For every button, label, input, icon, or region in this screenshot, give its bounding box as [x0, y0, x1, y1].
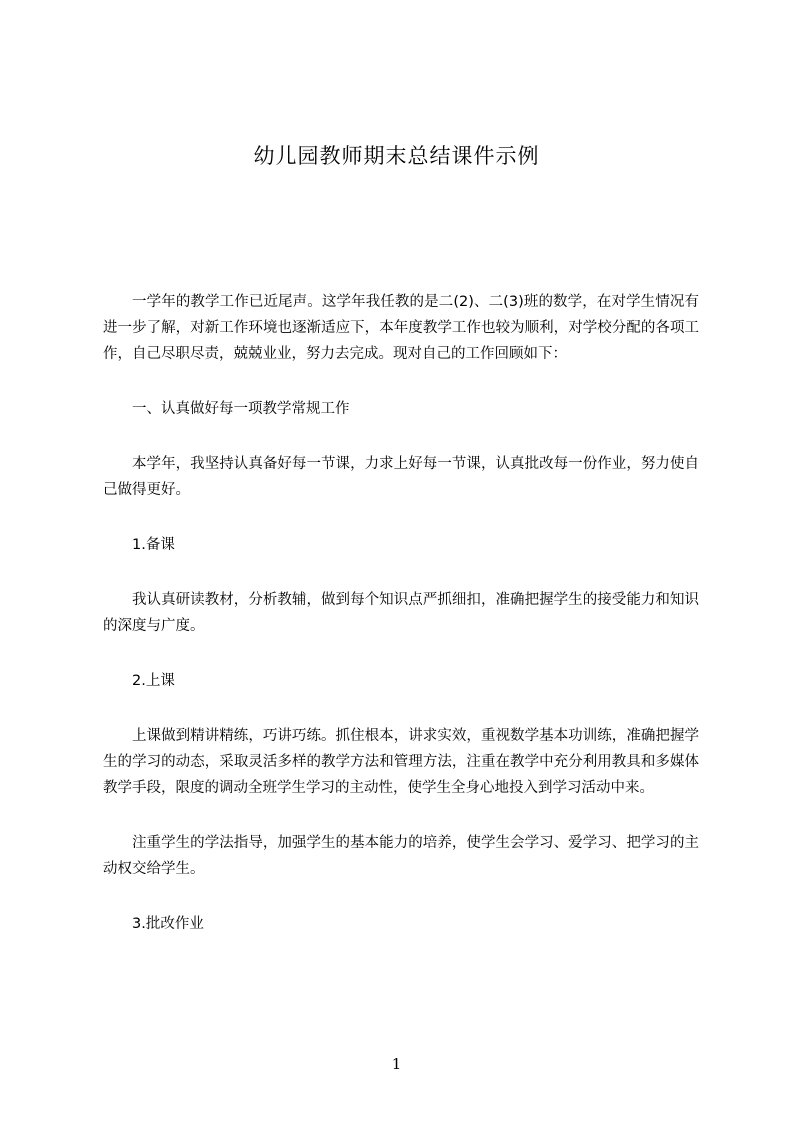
intro-paragraph: 一学年的教学工作已近尾声。这学年我任教的是二(2)、二(3)班的数学，在对学生情况有进一步了解，对新工作环境也逐渐适应下，本年度教学工作也较为顺利，对学校分配的各项工作，自己尽职尽责，兢兢业业，努力去完成。现对自己的工作回顾如下：	[103, 294, 699, 362]
body-paragraph: 上课做到精讲精练，巧讲巧练。抓住根本，讲求实效，重视数学基本功训练，准确把握学生的学习的动态，采取灵活多样的教学方法和管理方法，注重在教学中充分利用教具和多媒体教学手段，限度的调动全班学生学习的主动性，使学生全身心地投入到学习活动中来。	[103, 728, 699, 796]
body-paragraph: 本学年，我坚持认真备好每一节课，力求上好每一节课，认真批改每一份作业，努力使自己做得更好。	[103, 456, 699, 498]
document-title: 幼儿园教师期末总结课件示例	[253, 144, 540, 168]
body-paragraph: 我认真研读教材，分析教辅，做到每个知识点严抓细扣，准确把握学生的接受能力和知识的深度与广度。	[103, 592, 699, 634]
page-number: 1	[391, 1055, 402, 1073]
body-paragraph: 注重学生的学法指导，加强学生的基本能力的培养，使学生会学习、爱学习、把学习的主动权交给学生。	[103, 835, 699, 877]
section-heading: 一、认真做好每一项教学常规工作	[132, 401, 350, 417]
subsection-heading: 2.上课	[132, 673, 175, 689]
subsection-heading: 3.批改作业	[132, 916, 204, 932]
document-body	[103, 289, 699, 937]
subsection-heading: 1.备课	[132, 537, 175, 553]
